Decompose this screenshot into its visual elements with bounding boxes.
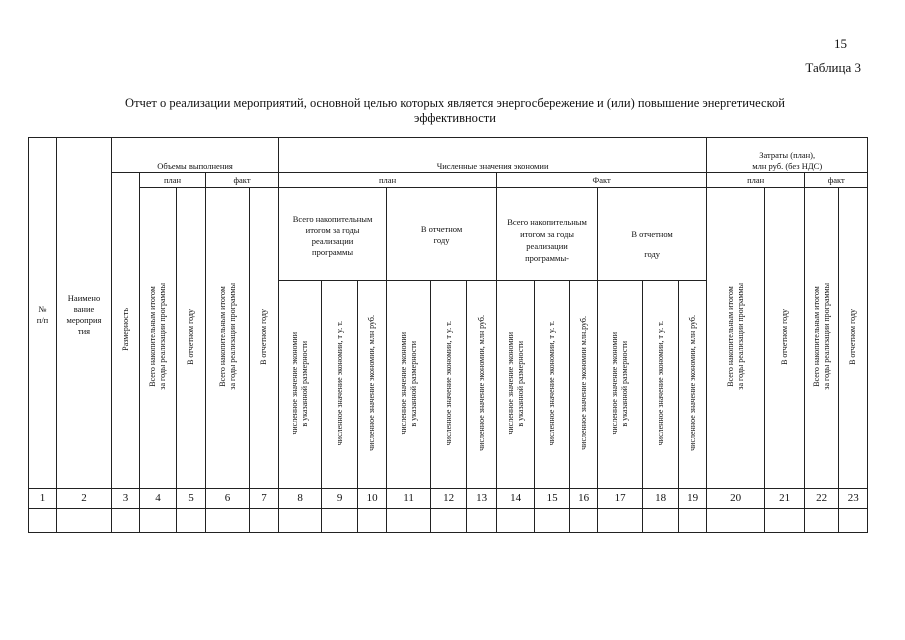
costs-fact-total-header (805, 187, 839, 488)
empty-cell (805, 509, 839, 533)
empty-cell (57, 509, 112, 533)
column-number-cell: 20 (707, 489, 765, 509)
volumes-plan-total-label: Всего накопительным итогом за годы реализации программы (148, 283, 167, 390)
col-name-header (57, 138, 112, 489)
costs-fact-header (805, 173, 868, 188)
costs-plan-year-label: В отчетном году (779, 308, 789, 365)
column-number-cell: 10 (358, 489, 387, 509)
column-number-cell: 9 (322, 489, 358, 509)
unit-header (112, 173, 140, 489)
volumes-fact-label: факт (233, 174, 251, 185)
empty-cell (206, 509, 250, 533)
volumes-plan-total-header (140, 187, 177, 488)
savings-col-12-header (431, 281, 467, 489)
empty-cell (112, 509, 140, 533)
savings-col-14-label: численное значение экономии в указанной размерности (505, 332, 525, 435)
savings-col-11-header (387, 281, 431, 489)
report-title-line-1: Отчет о реализации мероприятий, основной целью которых является энергосбережение и (или) повышение энергетической (125, 96, 785, 110)
report-title-line-2: эффективности (414, 111, 496, 125)
costs-plan-label: план (747, 174, 765, 185)
unit-label: Размерность (120, 307, 130, 351)
empty-cell (679, 509, 707, 533)
savings-col-15-label: численное значение экономии, т у. т. (547, 321, 557, 446)
column-number-cell: 2 (57, 489, 112, 509)
savings-col-10-header (358, 281, 387, 489)
volumes-fact-header (206, 173, 279, 188)
volumes-fact-total-label: Всего накопительным итогом за годы реализации программы (217, 283, 237, 390)
costs-plan-total-label: Всего накопительным итогом за годы реализации программы (725, 283, 745, 390)
column-number-cell: 17 (598, 489, 643, 509)
costs-fact-label: факт (827, 174, 845, 185)
savings-fact-year-header (598, 187, 707, 281)
empty-cell (598, 509, 643, 533)
column-number-cell: 1 (29, 489, 57, 509)
report-title (60, 96, 850, 126)
column-number-cell: 12 (431, 489, 467, 509)
column-number-cell: 21 (765, 489, 805, 509)
savings-col-12-label: численное значение экономии, т у. т. (443, 321, 453, 446)
savings-col-8-label: численное значение экономии в указанной размерности (290, 332, 310, 435)
col-number-header (29, 138, 57, 489)
column-number-cell: 4 (140, 489, 177, 509)
empty-data-row (29, 509, 868, 533)
costs-plan-total-header (707, 187, 765, 488)
savings-plan-total-label: Всего накопительным итогом за годы реализации программы (292, 214, 373, 258)
volumes-plan-year-label: В отчетном году (186, 308, 195, 365)
savings-fact-total-header (497, 187, 598, 281)
savings-col-15-header (535, 281, 570, 489)
volumes-plan-label: план (163, 174, 182, 185)
savings-plan-label: план (379, 174, 397, 185)
savings-col-9-header (322, 281, 358, 489)
costs-fact-year-header (839, 187, 868, 488)
empty-cell (431, 509, 467, 533)
empty-cell (177, 509, 206, 533)
empty-cell (322, 509, 358, 533)
column-number-cell: 11 (387, 489, 431, 509)
volumes-label: Объемы выполнения (157, 161, 233, 172)
costs-fact-total-label: Всего накопительным итогом за годы реализации программы (811, 283, 831, 390)
column-number-cell: 18 (643, 489, 679, 509)
costs-header (707, 138, 868, 173)
empty-cell (140, 509, 177, 533)
savings-col-11-label: численное значение экономии в указанной размерности (398, 332, 418, 435)
savings-col-10-label: численное значение экономии, млн руб. (367, 315, 377, 452)
savings-plan-year-header (387, 187, 497, 281)
savings-col-17-header (598, 281, 643, 489)
savings-col-18-label: численное значение экономии, т у. т. (655, 321, 665, 446)
savings-col-16-label: численное значение экономии млн.руб. (578, 316, 588, 451)
savings-col-19-header (679, 281, 707, 489)
savings-col-18-header (643, 281, 679, 489)
column-number-cell: 22 (805, 489, 839, 509)
empty-cell (250, 509, 279, 533)
column-number-cell: 6 (206, 489, 250, 509)
volumes-plan-header (140, 173, 206, 188)
savings-plan-year-label: В отчетном году (420, 224, 463, 246)
empty-cell (707, 509, 765, 533)
column-number-cell: 19 (679, 489, 707, 509)
empty-cell (535, 509, 570, 533)
empty-cell (643, 509, 679, 533)
column-number-cell: 8 (279, 489, 322, 509)
table-label: Таблица 3 (805, 60, 861, 75)
costs-plan-year-header (765, 187, 805, 488)
costs-label: Затраты (план), млн руб. (без НДС) (752, 150, 823, 172)
column-number-row (29, 489, 868, 509)
empty-cell (387, 509, 431, 533)
empty-cell (570, 509, 598, 533)
savings-col-17-label: численное значение экономии в указанной размерности (610, 332, 630, 435)
savings-plan-total-header (279, 187, 387, 281)
savings-fact-total-label: Всего накопительным итогом за годы реализации программы- (507, 217, 587, 264)
volumes-fact-year-label: В отчетном году (259, 308, 269, 365)
savings-fact-year-label: В отчетном году (631, 229, 673, 260)
savings-col-13-label: численное значение экономии, млн руб. (476, 315, 486, 452)
volumes-fact-year-header (250, 187, 279, 488)
savings-col-13-header (467, 281, 497, 489)
volumes-header (112, 138, 279, 173)
volumes-plan-year-header (177, 187, 206, 488)
col-number-label: № п/п (36, 304, 49, 326)
empty-cell (497, 509, 535, 533)
empty-cell (279, 509, 322, 533)
column-number-cell: 23 (839, 489, 868, 509)
column-number-cell: 15 (535, 489, 570, 509)
empty-cell (29, 509, 57, 533)
savings-label: Численные значения экономии (436, 161, 549, 172)
savings-col-19-label: численное значение экономии, млн руб. (687, 315, 697, 452)
report-table (28, 137, 868, 533)
savings-col-8-header (279, 281, 322, 489)
savings-col-16-header (570, 281, 598, 489)
savings-col-9-label: численное значение экономии, т у. т. (334, 321, 344, 446)
savings-col-14-header (497, 281, 535, 489)
savings-fact-header (497, 173, 707, 188)
empty-cell (765, 509, 805, 533)
savings-plan-header (279, 173, 497, 188)
page-number: 15 (834, 36, 847, 51)
column-number-cell: 14 (497, 489, 535, 509)
savings-fact-label: Факт (592, 174, 611, 185)
column-number-cell: 13 (467, 489, 497, 509)
costs-fact-year-label: В отчетном году (848, 308, 858, 365)
empty-cell (839, 509, 868, 533)
column-number-cell: 7 (250, 489, 279, 509)
costs-plan-header (707, 173, 805, 188)
column-number-cell: 3 (112, 489, 140, 509)
col-name-label: Наимено вание мероприя тия (66, 293, 102, 337)
volumes-fact-total-header (206, 187, 250, 488)
empty-cell (467, 509, 497, 533)
column-number-cell: 5 (177, 489, 206, 509)
empty-cell (358, 509, 387, 533)
savings-header (279, 138, 707, 173)
column-number-cell: 16 (570, 489, 598, 509)
